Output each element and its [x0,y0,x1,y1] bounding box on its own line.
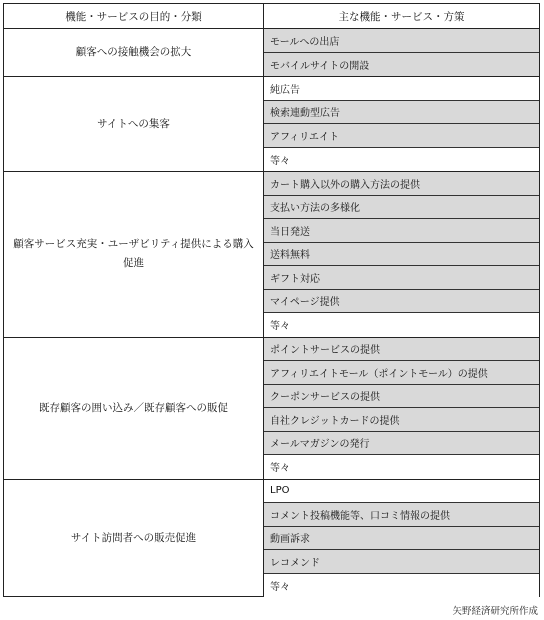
item-row: 等々 [264,455,539,479]
item-row: 自社クレジットカードの提供 [264,408,539,432]
category-cell: 既存顧客の囲い込み／既存顧客への販促 [4,338,264,479]
item-row: メールマガジンの発行 [264,432,539,456]
item-row: カート購入以外の購入方法の提供 [264,172,539,196]
table-group [4,480,539,598]
item-row: レコメンド [264,550,539,574]
header-services: 主な機能・サービス・方策 [338,10,465,23]
item-row: モバイルサイトの開設 [264,53,539,77]
item-row: 純広告 [264,77,539,101]
table-header [4,4,539,29]
item-row: ギフト対応 [264,266,539,290]
item-row: アフィリエイトモール（ポイントモール）の提供 [264,361,539,385]
services-table [3,3,540,597]
item-row: モールへの出店 [264,29,539,53]
table-group [4,77,539,172]
item-list [264,480,539,598]
table-group [4,29,539,77]
item-row: マイページ提供 [264,290,539,314]
item-row: LPO [264,480,539,504]
item-row: 等々 [264,313,539,337]
source-note: 矢野経済研究所作成 [452,606,538,617]
category-cell: 顧客サービス充実・ユーザビリティ提供による購入促進 [4,172,264,337]
item-list [264,172,539,337]
item-row: 等々 [264,148,539,172]
item-row: 送料無料 [264,243,539,267]
header-purpose: 機能・サービスの目的・分類 [4,4,264,28]
table-group [4,172,539,338]
item-row: 当日発送 [264,219,539,243]
item-row: 検索連動型広告 [264,101,539,125]
item-row: 支払い方法の多様化 [264,196,539,220]
table-body [4,29,539,597]
item-list [264,29,539,76]
item-row: 等々 [264,574,539,598]
item-row: クーポンサービスの提供 [264,385,539,409]
table-group [4,338,539,480]
item-list [264,338,539,479]
item-list [264,77,539,171]
item-row: コメント投稿機能等、口コミ情報の提供 [264,503,539,527]
category-cell: サイト訪問者への販売促進 [4,480,264,598]
category-cell: 顧客への接触機会の拡大 [4,29,264,76]
item-row: アフィリエイト [264,124,539,148]
item-row: ポイントサービスの提供 [264,338,539,362]
item-row: 動画訴求 [264,527,539,551]
category-cell: サイトへの集客 [4,77,264,171]
